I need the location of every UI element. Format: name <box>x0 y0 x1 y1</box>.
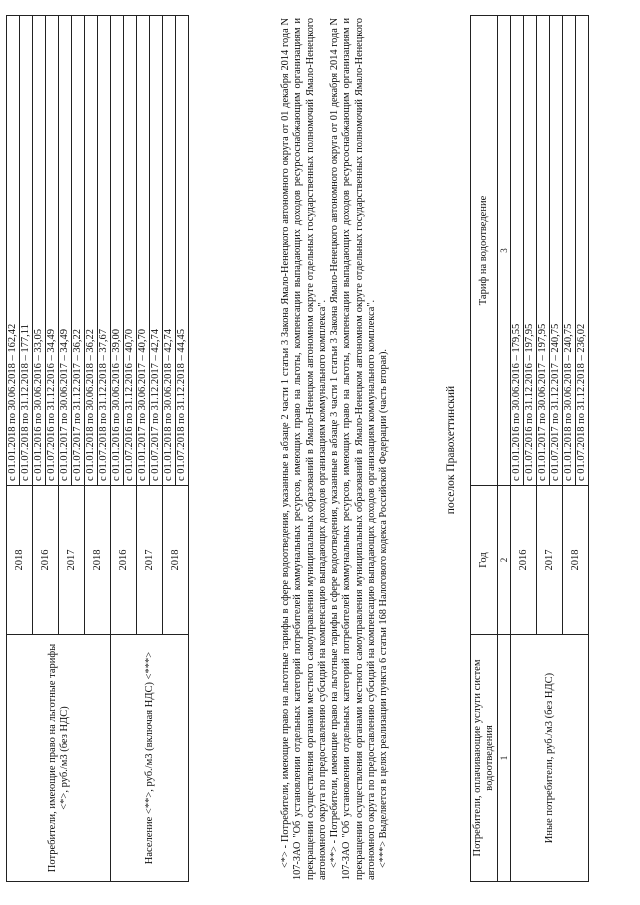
tariff-period-cell: с 01.07.2018 по 31.12.2018 – 44,45 <box>176 16 189 486</box>
year-cell: 2017 <box>137 486 163 635</box>
tariff-period-cell: с 01.01.2017 по 30.06.2017 – 34,49 <box>59 16 72 486</box>
year-cell: 2018 <box>163 486 189 635</box>
year-cell: 2017 <box>59 486 85 635</box>
tariff-period-cell: с 01.01.2016 по 30.06.2016 – 33,05 <box>33 16 46 486</box>
year-cell: 2016 <box>33 486 59 635</box>
tariff-period-cell: с 01.01.2017 по 30.06.2017 – 40,70 <box>137 16 150 486</box>
tariff-period-cell: с 01.07.2018 по 31.12.2018 – 37,67 <box>98 16 111 486</box>
year-cell: 2018 <box>563 486 589 635</box>
tariff-period-cell: с 01.07.2016 по 31.12.2016 – 40,70 <box>124 16 137 486</box>
tariff-period-cell: с 01.07.2016 по 31.12.2016 – 34,49 <box>46 16 59 486</box>
section-subtitle: поселок Правохеттинский <box>445 385 457 515</box>
consumer-group-cell: Население <**>, руб./м3 (включая НДС) <***> <box>111 635 189 882</box>
tariff-period-cell: с 01.01.2018 по 30.06.2018 – 36,22 <box>85 16 98 486</box>
year-cell: 2018 <box>85 486 111 635</box>
year-cell: 2018 <box>7 486 33 635</box>
tariff-table-continued <box>6 15 189 882</box>
tariff-period-cell: с 01.07.2018 по 31.12.2018 – 236,02 <box>576 16 589 486</box>
year-cell: 2017 <box>537 486 563 635</box>
table-row <box>511 16 524 882</box>
column-number: 1 <box>498 635 511 882</box>
column-header-year: Год <box>471 486 498 635</box>
footnote: <**> - Потребители, имеющие право на льготные тарифы в сфере водоотведения, указанные в абзаце 3 части 1 статьи 3 Закона Ямало-Ненецкого автономного округа от 01 декабря 2014 года N 107-ЗАО "Об установлении отдельных категорий потребителей коммунальных ресурсов, имеющих право на льготы, компенсации выпадающих доходов ресурсоснабжающим организациям и прекращении осуществления органами местного самоуправления муниципальных образований в Ямало-Ненецком автономном округе отдельных государственных полномочий Ямало-Ненецкого автономного округа по предоставлению субсидий на компенсацию выпадающих доходов организациям коммунального комплекса". <box>329 18 378 880</box>
year-cell: 2016 <box>511 486 537 635</box>
table-row <box>111 16 124 882</box>
column-header-consumers: Потребители, оплачивающие услуги систем водоотведения <box>471 635 498 882</box>
tariff-table-pravokhettinsky <box>470 15 589 882</box>
footnotes <box>280 18 391 880</box>
tariff-period-cell: с 01.07.2017 по 31.12.2017 – 240,75 <box>550 16 563 486</box>
tariff-period-cell: с 01.07.2016 по 31.12.2016 – 197,95 <box>524 16 537 486</box>
consumer-group-cell: Потребители, имеющие право на льготные тарифы <*>, руб./м3 (без НДС) <box>7 635 111 882</box>
column-number: 3 <box>498 16 511 486</box>
column-number-row <box>498 16 511 882</box>
tariff-period-cell: с 01.07.2017 по 31.12.2017 – 42,74 <box>150 16 163 486</box>
column-header-tariff: Тариф на водоотведение <box>471 16 498 486</box>
tariff-period-cell: с 01.01.2016 по 30.06.2016 – 179,55 <box>511 16 524 486</box>
tariff-period-cell: с 01.01.2018 по 30.06.2018 – 162,42 <box>7 16 20 486</box>
tariff-period-cell: с 01.07.2017 по 31.12.2017 – 36,22 <box>72 16 85 486</box>
consumer-group-cell: Иные потребители, руб./м3 (без НДС) <box>511 635 589 882</box>
tariff-period-cell: с 01.01.2018 по 30.06.2018 – 42,74 <box>163 16 176 486</box>
footnote: <*> - Потребители, имеющие право на льготные тарифы в сфере водоотведения, указанные в абзаце 2 части 1 статьи 3 Закона Ямало-Ненецкого автономного округа от 01 декабря 2014 года N 107-ЗАО "Об установлении отдельных категорий потребителей коммунальных ресурсов, имеющих право на льготы, компенсации выпадающих доходов ресурсоснабжающим организациям и прекращении осуществления органами местного самоуправления муниципальных образований в Ямало-Ненецком автономном округе отдельных государственных полномочий Ямало-Ненецкого автономного округа по предоставлению субсидий на компенсацию выпадающих доходов организациям коммунального комплекса". <box>280 18 328 880</box>
column-number: 2 <box>498 486 511 635</box>
footnote: <***> Выделяется в целях реализации пункта 6 статьи 168 Налогового кодекса Российской Федерации (часть вторая). <box>378 349 390 868</box>
tariff-period-cell: с 01.07.2018 по 31.12.2018 – 177,11 <box>20 16 33 486</box>
year-cell: 2016 <box>111 486 137 635</box>
table-header-row <box>471 16 498 882</box>
table-row <box>7 16 20 882</box>
tariff-period-cell: с 01.01.2016 по 30.06.2016 – 39,00 <box>111 16 124 486</box>
tariff-period-cell: с 01.01.2017 по 30.06.2017 – 197,95 <box>537 16 550 486</box>
tariff-period-cell: с 01.01.2018 по 30.06.2018 – 240,75 <box>563 16 576 486</box>
